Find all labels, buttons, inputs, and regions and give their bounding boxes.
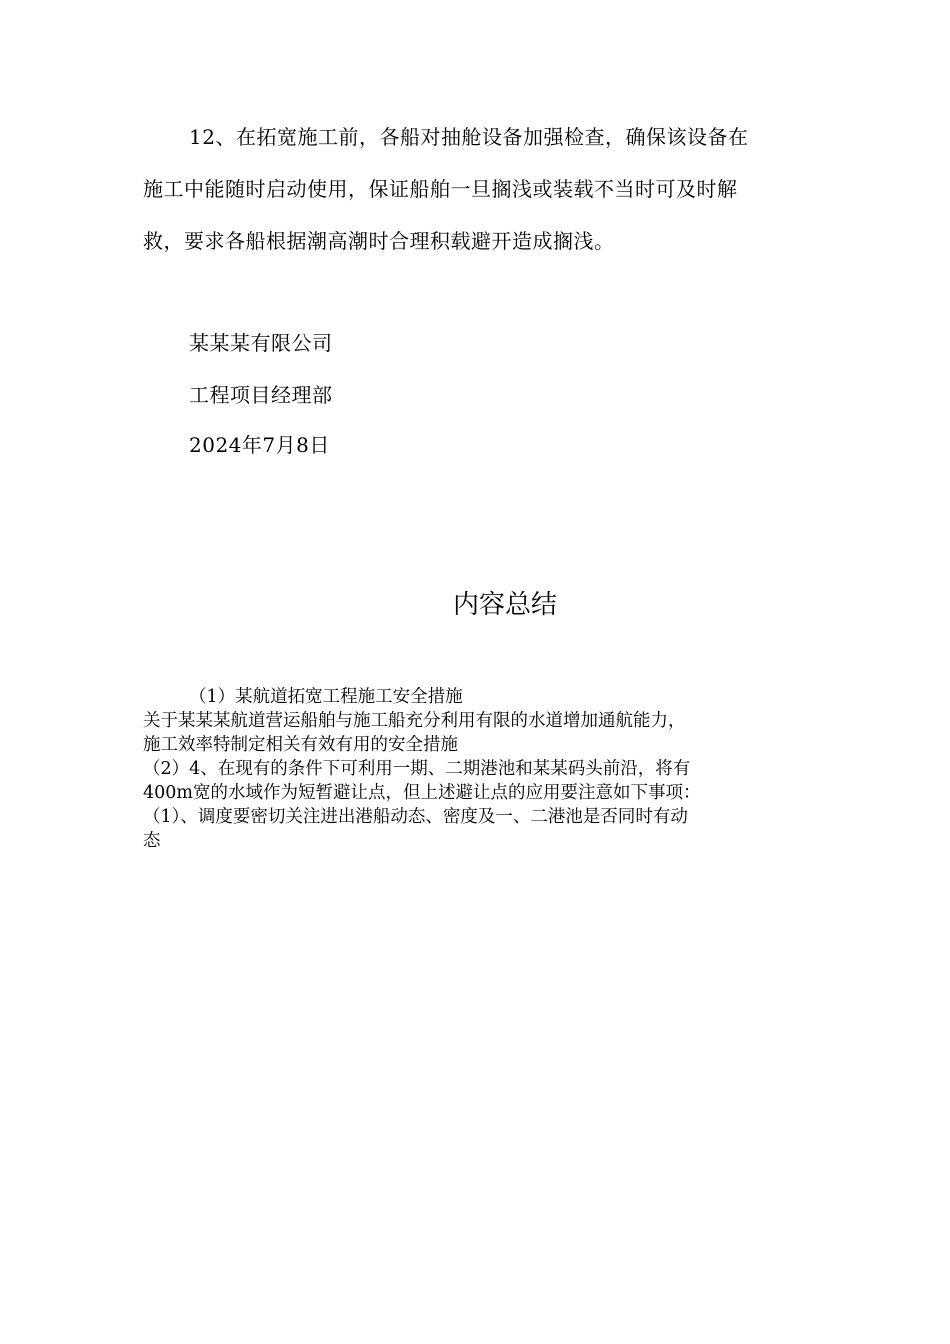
paragraph-line: 12、在拓宽施工前，各船对抽舱设备加强检查，确保该设备在 — [189, 125, 749, 149]
summary-line: （1）某航道拓宽工程施工安全措施 — [189, 687, 463, 707]
company-name: 某某某有限公司 — [189, 331, 333, 355]
paragraph-line: 施工中能随时启动使用，保证船舶一旦搁浅或装载不当时可及时解 — [143, 177, 738, 201]
summary-line: （2）4、在现有的条件下可利用一期、二期港池和某某码头前沿，将有 — [143, 759, 691, 779]
summary-line: 施工效率特制定相关有效有用的安全措施 — [143, 735, 458, 755]
summary-line: （1）、调度要密切关注进出港船动态、密度及一、二港池是否同时有动 — [143, 807, 688, 827]
summary-line: 400m宽的水域作为短暂避让点，但上述避让点的应用要注意如下事项： — [143, 783, 701, 803]
summary-line: 关于某某某航道营运船舶与施工船充分利用有限的水道增加通航能力， — [143, 711, 686, 731]
paragraph-line: 救，要求各船根据潮高潮时合理积载避开造成搁浅。 — [143, 229, 615, 253]
department-name: 工程项目经理部 — [189, 383, 333, 407]
signature-date: 2024年7月8日 — [189, 433, 330, 457]
summary-title: 内容总结 — [452, 590, 557, 620]
summary-line: 态 — [143, 831, 161, 851]
